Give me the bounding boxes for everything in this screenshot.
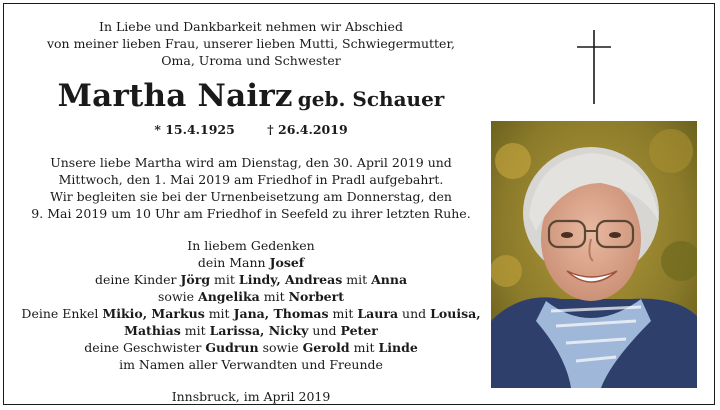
- mourner-name: Jana, Thomas: [233, 306, 329, 321]
- intro-line: von meiner lieben Frau, unserer lieben Mutti, Schwiegermutter,: [46, 36, 456, 51]
- mourner-name: Lindy, Andreas: [238, 272, 343, 287]
- mourner-name: Josef: [269, 255, 305, 270]
- mourner-text: dein Mann: [197, 255, 270, 270]
- announcement-line: Wir begleiten sie bei der Urnenbeisetzung am Donnerstag, den: [50, 189, 452, 204]
- mourner-name: Larissa, Nicky: [209, 323, 309, 338]
- mourner-line: [4, 271, 498, 288]
- mourner-text: sowie: [158, 289, 199, 304]
- death-date: † 26.4.2019: [267, 122, 348, 137]
- mourner-name: Louisa,: [430, 306, 481, 321]
- intro-line: Oma, Uroma und Schwester: [161, 53, 341, 68]
- mourner-name: Gudrun: [205, 340, 259, 355]
- portrait-photo: [491, 121, 697, 388]
- mourner-text: mit: [204, 306, 234, 321]
- deceased-name: Martha Nairz: [57, 78, 293, 114]
- mourner-text: und: [308, 323, 341, 338]
- mourner-line: [4, 322, 498, 339]
- mourner-name: Linde: [378, 340, 418, 355]
- mourner-text: Deine Enkel: [21, 306, 103, 321]
- mourner-text: mit: [180, 323, 210, 338]
- mourner-name: Jörg: [180, 272, 211, 287]
- announcement-line: Unsere liebe Martha wird am Dienstag, den 30. April 2019 und: [50, 155, 452, 170]
- mourner-line: [4, 305, 498, 322]
- mourner-text: sowie: [258, 340, 303, 355]
- mourner-name: Laura: [357, 306, 399, 321]
- maiden-name: geb. Schauer: [297, 87, 445, 111]
- mourner-text: mit: [210, 272, 239, 287]
- mourner-text: deine Kinder: [94, 272, 181, 287]
- name-line: [4, 76, 498, 121]
- mourner-text: mit: [349, 340, 379, 355]
- portrait-illustration: [491, 121, 697, 388]
- mourner-text: mit: [342, 272, 372, 287]
- mourners-list: [4, 254, 498, 373]
- mourner-text: und: [398, 306, 431, 321]
- obituary-text: [4, 18, 498, 405]
- mourner-name: Norbert: [288, 289, 344, 304]
- announcement-line: Mittwoch, den 1. Mai 2019 am Friedhof in Pradl aufgebahrt.: [58, 172, 444, 187]
- mourner-text: im Namen aller Verwandten und Freunde: [119, 357, 383, 372]
- mourner-line: [4, 254, 498, 271]
- birth-date: * 15.4.1925: [154, 122, 235, 137]
- mourner-line: [4, 356, 498, 373]
- obituary-card: [3, 3, 715, 405]
- mourner-text: deine Geschwister: [84, 340, 206, 355]
- mourner-line: [4, 339, 498, 356]
- memory-heading: In liebem Gedenken: [187, 238, 315, 253]
- place-date: Innsbruck, im April 2019: [171, 389, 331, 404]
- mourner-text: mit: [328, 306, 358, 321]
- life-dates: [4, 121, 498, 139]
- mourner-name: Angelika: [198, 289, 260, 304]
- funeral-announcement: [4, 154, 498, 222]
- mourner-name: Mikio, Markus: [102, 306, 205, 321]
- intro-line: In Liebe und Dankbarkeit nehmen wir Abschied: [99, 19, 403, 34]
- mourner-name: Gerold: [302, 340, 350, 355]
- cross-icon: [577, 30, 611, 104]
- mourner-name: Anna: [371, 272, 408, 287]
- announcement-line: 9. Mai 2019 um 10 Uhr am Friedhof in Seefeld zu ihrer letzten Ruhe.: [31, 206, 471, 221]
- mourner-line: [4, 288, 498, 305]
- mourner-name: Mathias: [124, 323, 181, 338]
- mourner-text: mit: [259, 289, 289, 304]
- intro-text: [4, 18, 498, 69]
- mourner-name: Peter: [340, 323, 378, 338]
